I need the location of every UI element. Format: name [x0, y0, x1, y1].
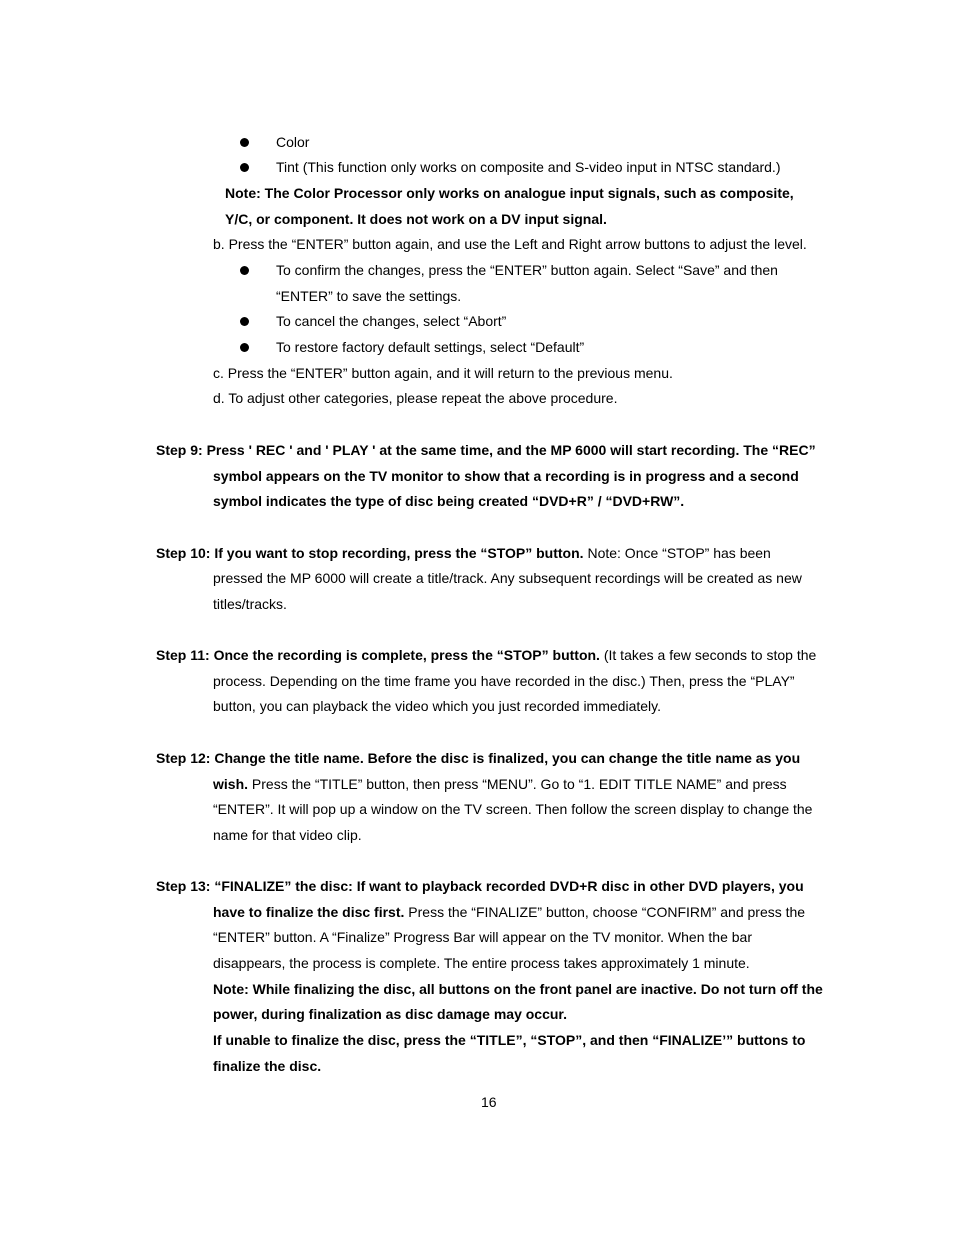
bullet-icon	[240, 317, 249, 326]
bullet-icon	[240, 343, 249, 352]
color-processor-note-line1: Note: The Color Processor only works on analogue input signals, such as composite,	[225, 185, 794, 201]
step12-heading-end: wish.	[213, 776, 249, 792]
bullet-item-cancel: To cancel the changes, select “Abort”	[276, 313, 507, 329]
step10-note: Note: Once “STOP” has been	[583, 545, 771, 561]
step13-line2	[213, 902, 805, 922]
step13-line1: Step 13: “FINALIZE” the disc: If want to playback recorded DVD+R disc in other DVD players, you	[156, 878, 804, 894]
step13-line4: disappears, the process is complete. The entire process takes approximately 1 minute.	[213, 955, 750, 971]
step13-note-line3: If unable to finalize the disc, press the “TITLE”, “STOP”, and then “FINALIZE’” buttons to	[213, 1032, 806, 1048]
step11-line1	[156, 645, 816, 665]
step12-line4: name for that video clip.	[213, 827, 362, 843]
step10-line3: titles/tracks.	[213, 596, 287, 612]
bullet-icon	[240, 266, 249, 275]
bullet-item-tint: Tint (This function only works on composite and S-video input in NTSC standard.)	[276, 159, 781, 175]
step9-line1: Step 9: Press ' REC ' and ' PLAY ' at the same time, and the MP 6000 will start recording. The “REC”	[156, 442, 816, 458]
step10-line1	[156, 543, 771, 563]
substep-c: c. Press the “ENTER” button again, and it will return to the previous menu.	[213, 365, 673, 381]
bullet-item-confirm-line1: To confirm the changes, press the “ENTER” button again. Select “Save” and then	[276, 262, 778, 278]
step13-heading-end: have to finalize the disc first.	[213, 904, 405, 920]
step11-text: (It takes a few seconds to stop the	[599, 647, 817, 663]
step13-note-line4: finalize the disc.	[213, 1058, 322, 1074]
step13-note-line1: Note: While finalizing the disc, all buttons on the front panel are inactive. Do not turn off the	[213, 981, 823, 997]
step12-line3: “ENTER”. It will pop up a window on the TV screen. Then follow the screen display to change the	[213, 801, 813, 817]
bullet-icon	[240, 163, 249, 172]
bullet-item-restore: To restore factory default settings, select “Default”	[276, 339, 585, 355]
step11-line3: button, you can playback the video which you just recorded immediately.	[213, 698, 661, 714]
step11-line2: process. Depending on the time frame you have recorded in the disc.) Then, press the “PLAY”	[213, 673, 795, 689]
bullet-icon	[240, 138, 249, 147]
bullet-item-color: Color	[276, 134, 310, 150]
substep-d: d. To adjust other categories, please repeat the above procedure.	[213, 390, 618, 406]
substep-b: b. Press the “ENTER” button again, and use the Left and Right arrow buttons to adjust the level.	[213, 236, 807, 252]
step12-line1: Step 12: Change the title name. Before the disc is finalized, you can change the title name as you	[156, 750, 801, 766]
bullet-item-confirm-line2: “ENTER” to save the settings.	[276, 288, 462, 304]
step10-line2: pressed the MP 6000 will create a title/track. Any subsequent recordings will be created as new	[213, 570, 802, 586]
step12-line2	[213, 774, 787, 794]
page-number: 16	[481, 1094, 497, 1110]
step11-heading: Step 11: Once the recording is complete, press the “STOP” button.	[156, 647, 600, 663]
step10-heading: Step 10: If you want to stop recording, press the “STOP” button.	[156, 545, 584, 561]
step13-line3: “ENTER” button. A “Finalize” Progress Bar will appear on the TV monitor. When the bar	[213, 929, 752, 945]
step13-note-line2: power, during finalization as disc damage may occur.	[213, 1006, 567, 1022]
step13-text: Press the “FINALIZE” button, choose “CONFIRM” and press the	[404, 904, 806, 920]
step9-line2: symbol appears on the TV monitor to show that a recording is in progress and a second	[213, 468, 799, 484]
step9-line3: symbol indicates the type of disc being created “DVD+R” / “DVD+RW”.	[213, 493, 685, 509]
step12-text: Press the “TITLE” button, then press “MENU”. Go to “1. EDIT TITLE NAME” and press	[248, 776, 787, 792]
color-processor-note-line2: Y/C, or component. It does not work on a DV input signal.	[225, 211, 607, 227]
